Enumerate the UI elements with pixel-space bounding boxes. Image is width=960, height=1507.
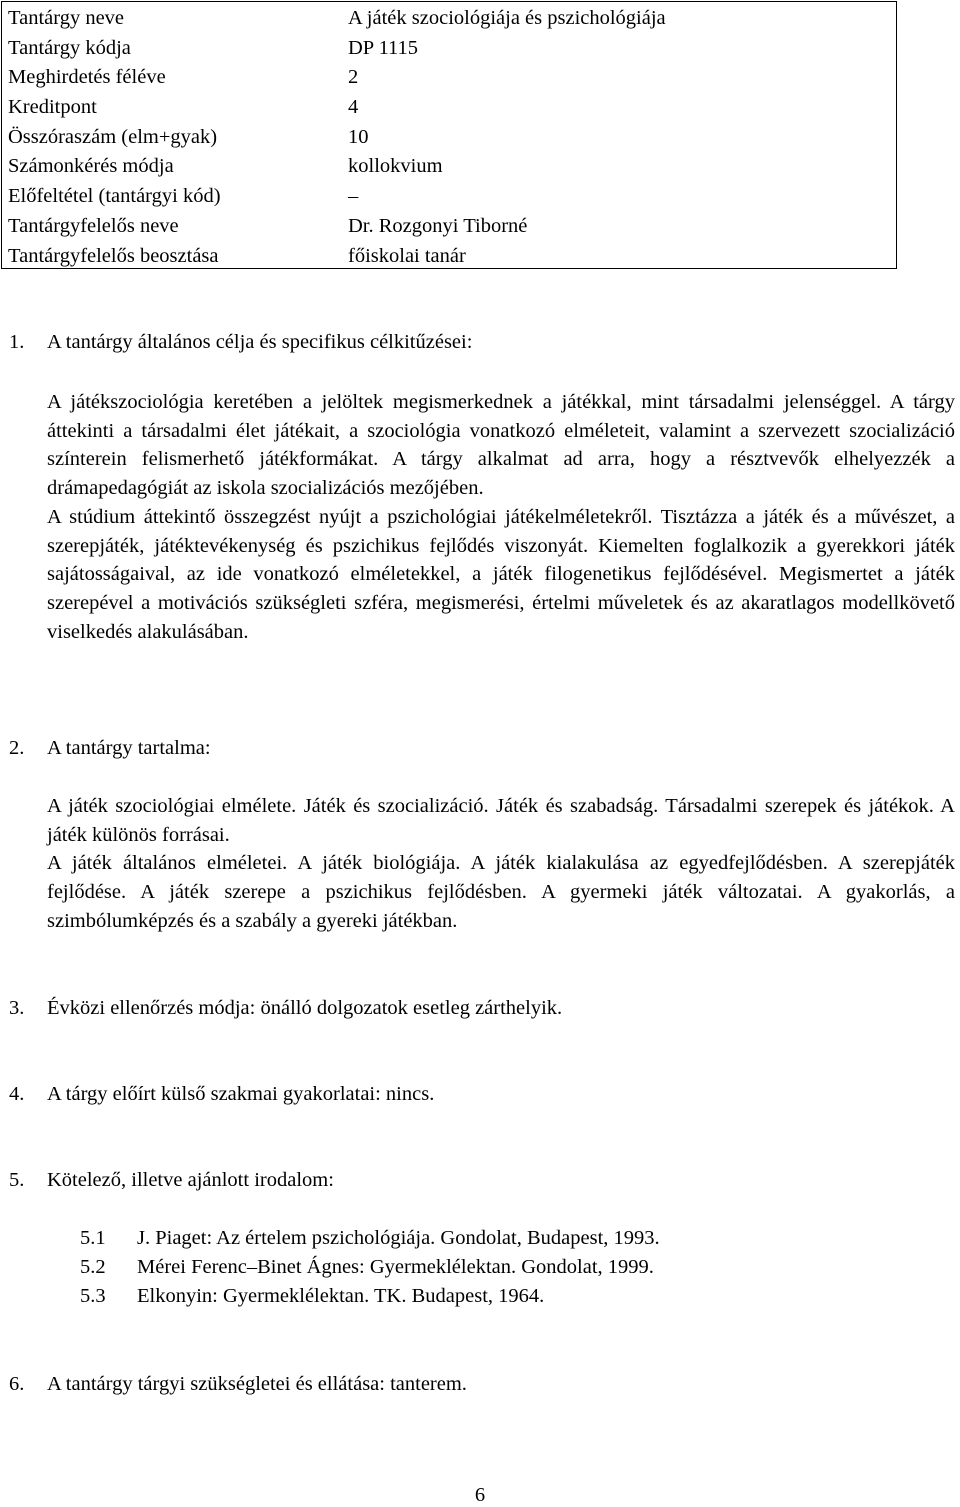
section-3-heading bbox=[9, 994, 562, 1022]
info-label: Meghirdetés féléve bbox=[8, 66, 166, 89]
paragraph: A játékszociológia keretében a jelöltek megismerkednek a játékkal, mint társadalmi jelenséggel. A tárgy áttekinti a társadalmi élet játékait, a szociológia vonatkozó elméleteit, valamint a szervezett szocializáció színterein felismerhető játékformákat. A tárgy alkalmat ad arra, hogy a résztvevők elhelyezzék a drámapedagógiát az iskola szocializációs mezőjében. bbox=[47, 391, 955, 500]
section-number: 4. bbox=[9, 1083, 25, 1105]
reference-text: Mérei Ferenc–Binet Ágnes: Gyermeklélektan. Gondolat, 1999. bbox=[137, 1256, 654, 1278]
info-row-course-name bbox=[2, 4, 896, 34]
section-1-body bbox=[47, 388, 955, 646]
info-label: Tantárgy neve bbox=[8, 7, 125, 29]
section-title: A tárgy előírt külső szakmai gyakorlatai: nincs. bbox=[47, 1083, 435, 1105]
reference-text: Elkonyin: Gyermeklélektan. TK. Budapest, 1964. bbox=[137, 1285, 545, 1307]
info-value: 10 bbox=[348, 125, 369, 148]
section-number: 2. bbox=[9, 737, 25, 759]
info-row-semester bbox=[2, 63, 896, 93]
info-row-prerequisite bbox=[2, 182, 896, 212]
section-title: Évközi ellenőrzés módja: önálló dolgozatok esetleg zárthelyik. bbox=[47, 997, 563, 1019]
info-value: kollokvium bbox=[348, 155, 443, 178]
paragraph: A stúdium áttekintő összegzést nyújt a pszichológiai játékelméletekről. Tisztázza a játék és a művészet, a szerepjáték, játéktevékenység és pszichikus fejlődés viszonyát. Kiemelten foglalkozik a gyerekkori játék sajátosságaival, az ide vonatkozó elméletekkel, a játék filogenetikus fejlődésével. Megismertet a játék szerepével a motivációs szükségleti szféra, megismerési, értelmi műveletek és az akaratlagos modellkövető viselkedés alakulásában. bbox=[47, 505, 955, 643]
page-number: 6 bbox=[474, 1484, 486, 1506]
reference-item bbox=[80, 1282, 544, 1310]
section-number: 1. bbox=[9, 331, 25, 353]
section-title: Kötelező, illetve ajánlott irodalom: bbox=[47, 1169, 334, 1191]
info-label: Tantárgyfelelős neve bbox=[8, 214, 179, 237]
section-5-heading bbox=[9, 1166, 334, 1194]
info-value: 2 bbox=[348, 66, 359, 89]
reference-number: 5.1 bbox=[80, 1227, 106, 1249]
section-title: A tantárgy általános célja és specifikus célkitűzései: bbox=[47, 331, 473, 353]
info-label: Tantárgy kódja bbox=[8, 36, 131, 59]
info-value: A játék szociológiája és pszichológiája bbox=[348, 7, 666, 29]
info-row-assessment bbox=[2, 152, 896, 182]
reference-text: J. Piaget: Az értelem pszichológiája. Gondolat, Budapest, 1993. bbox=[137, 1227, 660, 1249]
info-label: Összóraszám (elm+gyak) bbox=[8, 125, 218, 148]
section-number: 6. bbox=[9, 1373, 25, 1395]
section-title: A tantárgy tárgyi szükségletei és ellátása: tanterem. bbox=[47, 1373, 467, 1395]
info-label: Kreditpont bbox=[8, 96, 97, 119]
reference-item bbox=[80, 1253, 654, 1281]
section-4-heading bbox=[9, 1080, 434, 1108]
section-2-heading bbox=[9, 734, 211, 762]
info-value: – bbox=[348, 185, 359, 208]
section-1-heading bbox=[9, 328, 472, 356]
section-2-body bbox=[47, 792, 955, 936]
info-row-responsible-name bbox=[2, 212, 896, 242]
info-label: Számonkérés módja bbox=[8, 155, 174, 178]
info-label: Előfeltétel (tantárgyi kód) bbox=[8, 185, 221, 208]
info-value: főiskolai tanár bbox=[348, 244, 466, 267]
info-row-total-hours bbox=[2, 123, 896, 153]
reference-number: 5.2 bbox=[80, 1256, 106, 1278]
info-value: DP 1115 bbox=[348, 36, 419, 59]
paragraph: A játék szociológiai elmélete. Játék és szocializáció. Játék és szabadság. Társadalmi szerepek és játékok. A játék különös forrásai. bbox=[47, 795, 955, 846]
section-number: 3. bbox=[9, 997, 25, 1019]
info-value: Dr. Rozgonyi Tiborné bbox=[348, 214, 528, 237]
reference-item bbox=[80, 1224, 660, 1252]
info-row-credits bbox=[2, 93, 896, 123]
info-label: Tantárgyfelelős beosztása bbox=[8, 244, 219, 267]
section-6-heading bbox=[9, 1370, 467, 1398]
info-row-responsible-position bbox=[2, 242, 896, 272]
info-value: 4 bbox=[348, 96, 359, 119]
paragraph: A játék általános elméletei. A játék biológiája. A játék kialakulása az egyedfejlődésben. A szerepjáték fejlődése. A játék szerepe a pszichikus fejlődésben. A gyermeki játék változatai. A gyakorlás, a szimbólumképzés és a szabály a gyereki játékban. bbox=[47, 852, 955, 932]
info-row-course-code bbox=[2, 34, 896, 64]
course-info-table bbox=[1, 1, 897, 269]
section-title: A tantárgy tartalma: bbox=[47, 737, 211, 759]
section-number: 5. bbox=[9, 1169, 25, 1191]
reference-number: 5.3 bbox=[80, 1285, 106, 1307]
